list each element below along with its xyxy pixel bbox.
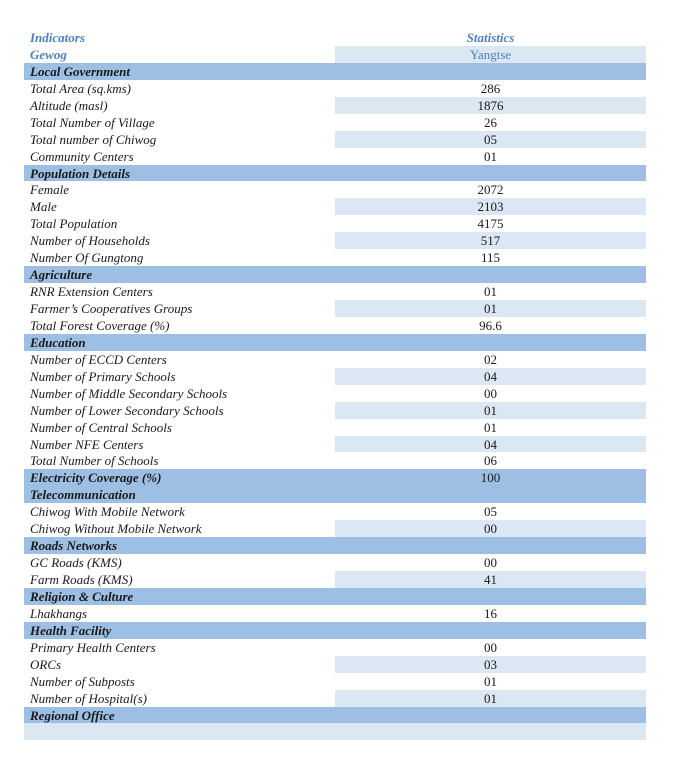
section-row <box>24 334 646 351</box>
table-row <box>24 181 646 198</box>
table-row <box>24 317 646 334</box>
statistic-value: 04 <box>335 368 646 385</box>
table-header <box>24 29 646 46</box>
indicator-label: Farmer’s Cooperatives Groups <box>30 301 193 316</box>
section-row <box>24 469 646 486</box>
statistic-value: 1876 <box>335 97 646 114</box>
indicator-label: Total Population <box>30 216 118 232</box>
section-row <box>24 486 646 503</box>
table-row <box>24 690 646 707</box>
table-row <box>24 80 646 97</box>
table-row <box>24 148 646 165</box>
table-row <box>24 114 646 131</box>
indicator-label: Lhakhangs <box>30 605 88 621</box>
statistic-value: 00 <box>484 555 497 571</box>
section-label: Health Facility <box>30 622 112 638</box>
table-row <box>24 385 646 402</box>
statistic-value: 115 <box>480 250 501 266</box>
statistic-value: 05 <box>335 131 646 148</box>
indicator-label: Total Forest Coverage (%) <box>30 317 170 333</box>
statistic-value: 01 <box>484 673 497 689</box>
indicator-label: Total number of Chiwog <box>30 131 157 147</box>
table-row <box>24 520 646 537</box>
table-row <box>24 97 646 114</box>
indicator-label: Number Of Gungtong <box>30 250 144 266</box>
table-row <box>24 300 646 317</box>
statistic-value <box>335 537 646 554</box>
table-row <box>24 503 646 520</box>
statistics-header: Statistics <box>466 30 515 45</box>
statistic-value: 00 <box>484 385 497 401</box>
table-row <box>24 436 646 453</box>
statistics-table <box>24 29 646 740</box>
indicator-label: Number of Subposts <box>30 673 135 689</box>
gewog-label: Gewog <box>30 46 67 62</box>
statistic-value <box>335 486 646 503</box>
table-row <box>24 639 646 656</box>
statistic-value: 4175 <box>477 216 504 232</box>
section-row <box>24 266 646 283</box>
section-label: Agriculture <box>30 267 93 283</box>
statistic-value: 01 <box>484 419 497 435</box>
gewog-row <box>24 46 646 63</box>
indicator-label: Chiwog Without Mobile Network <box>30 521 202 537</box>
section-row <box>24 63 646 80</box>
table-row <box>24 368 646 385</box>
statistic-value: 517 <box>335 232 646 249</box>
table-row <box>24 402 646 419</box>
indicator-label: Number of Hospital(s) <box>30 690 147 706</box>
gewog-value: Yangtse <box>335 46 646 63</box>
table-row <box>24 656 646 673</box>
statistic-value: 96.6 <box>479 317 502 333</box>
statistic-value: 02 <box>484 351 497 367</box>
indicators-header: Indicators <box>30 30 85 45</box>
table-body <box>24 63 646 724</box>
indicator-label: Number of ECCD Centers <box>30 351 167 367</box>
section-label: Local Government <box>30 63 131 79</box>
section-row <box>24 622 646 639</box>
indicator-label: Number of Central Schools <box>30 419 172 435</box>
statistic-value: 2072 <box>477 182 504 198</box>
statistic-value: 01 <box>484 148 497 164</box>
table-row <box>24 419 646 436</box>
table-row <box>24 605 646 622</box>
statistic-value: 01 <box>335 402 646 419</box>
indicator-label: GC Roads (KMS) <box>30 555 122 571</box>
table-row <box>24 215 646 232</box>
section-label: Religion & Culture <box>30 588 134 604</box>
statistic-value: 03 <box>335 656 646 673</box>
indicator-label: Number NFE Centers <box>30 436 144 452</box>
indicator-label: Total Number of Schools <box>30 453 159 469</box>
indicator-label: Number of Primary Schools <box>30 368 176 384</box>
statistic-value: 26 <box>484 114 497 130</box>
section-label: Education <box>30 334 86 350</box>
statistic-value: 00 <box>484 639 497 655</box>
table-row <box>24 232 646 249</box>
indicator-label: Male <box>30 199 57 215</box>
table-row <box>24 554 646 571</box>
statistic-value: 16 <box>484 605 497 621</box>
table-row <box>24 452 646 469</box>
indicator-label: Primary Health Centers <box>30 639 156 655</box>
section-label: Telecommunication <box>30 487 136 503</box>
statistic-value <box>335 266 646 283</box>
table-row <box>24 673 646 690</box>
indicator-label: Number of Lower Secondary Schools <box>30 402 224 418</box>
statistic-value: 04 <box>335 436 646 453</box>
indicator-label: Community Centers <box>30 148 134 164</box>
statistic-value: 286 <box>480 80 501 96</box>
table-row <box>24 249 646 266</box>
section-label: Roads Networks <box>30 538 118 554</box>
statistic-value <box>335 334 646 351</box>
statistic-value <box>335 165 646 182</box>
indicator-label: Altitude (masl) <box>30 97 108 113</box>
section-label: Regional Office <box>30 707 115 723</box>
indicator-label: Number of Middle Secondary Schools <box>30 385 228 401</box>
section-label: Population Details <box>30 165 131 181</box>
table-footer-spacer <box>24 723 646 740</box>
section-row <box>24 707 646 724</box>
statistic-value <box>335 622 646 639</box>
statistic-value: 01 <box>335 690 646 707</box>
indicator-label: Total Number of Village <box>30 114 155 130</box>
section-row <box>24 588 646 605</box>
statistic-value: 41 <box>335 571 646 588</box>
indicator-label: Total Area (sq.kms) <box>30 80 131 96</box>
section-label: Electricity Coverage (%) <box>30 470 162 486</box>
statistic-value <box>335 63 646 80</box>
statistic-value: 05 <box>484 504 497 520</box>
statistic-value: 100 <box>480 470 501 486</box>
table-row <box>24 571 646 588</box>
table-row <box>24 198 646 215</box>
indicator-label: Female <box>30 182 69 198</box>
section-row <box>24 537 646 554</box>
section-row <box>24 165 646 182</box>
statistic-value: 06 <box>484 453 497 469</box>
statistic-value: 00 <box>335 520 646 537</box>
statistic-value: 01 <box>484 284 497 300</box>
indicator-label: Number of Households <box>30 233 150 249</box>
indicator-label: ORCs <box>30 656 62 672</box>
table-row <box>24 283 646 300</box>
indicator-label: RNR Extension Centers <box>30 284 153 300</box>
table-row <box>24 351 646 368</box>
indicator-label: Farm Roads (KMS) <box>30 572 133 587</box>
statistic-value <box>335 588 646 605</box>
statistic-value: 01 <box>335 300 646 317</box>
table-row <box>24 131 646 148</box>
statistic-value: 2103 <box>335 198 646 215</box>
statistic-value <box>335 707 646 724</box>
indicator-label: Chiwog With Mobile Network <box>30 504 185 520</box>
